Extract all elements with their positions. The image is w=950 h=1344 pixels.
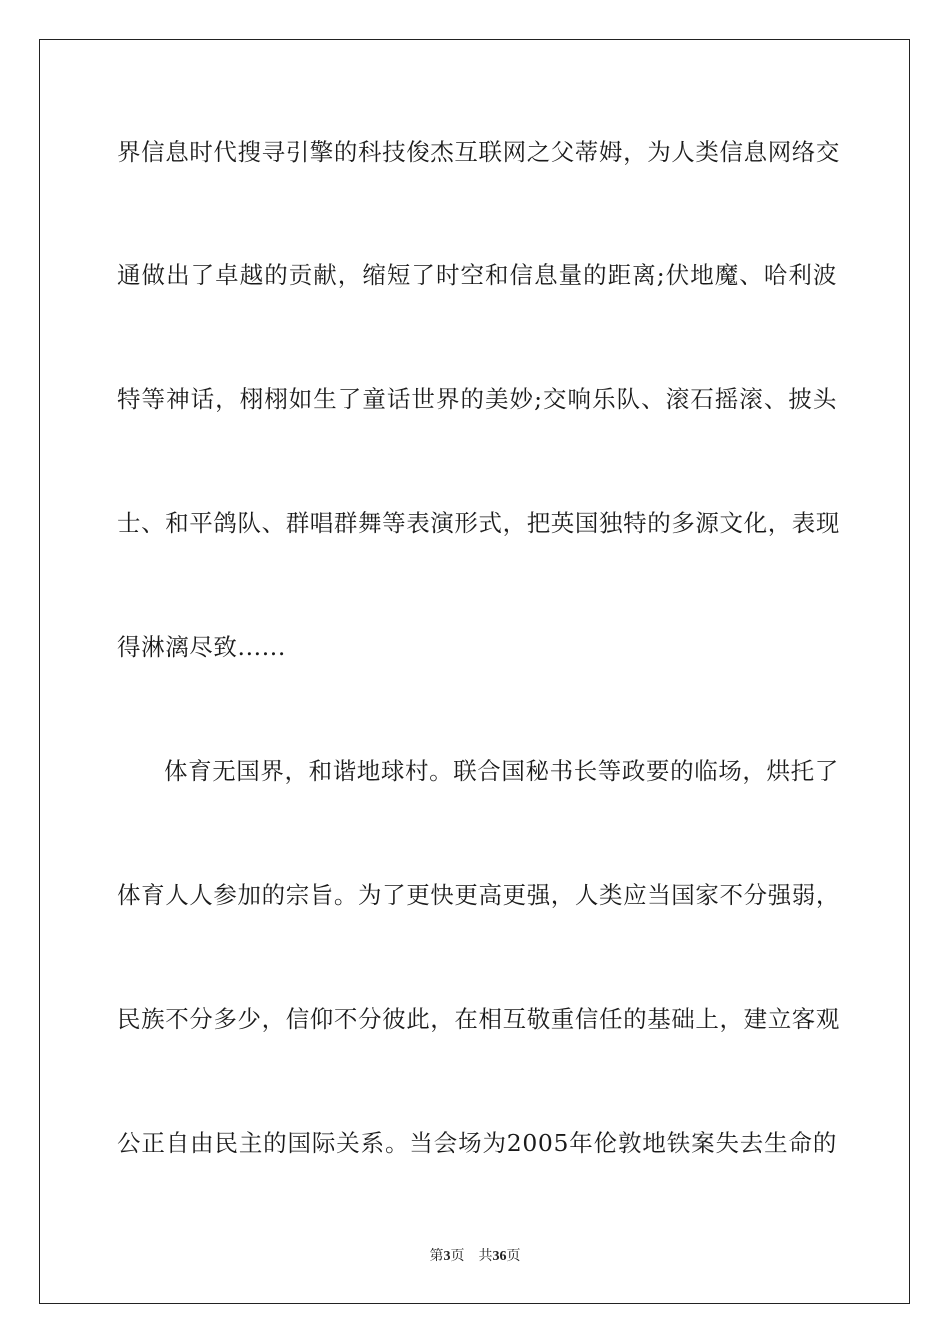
page-prefix: 第 [429,1249,444,1264]
text-line-7: 体育人人参加的宗旨。为了更快更高更强，人类应当国家不分强弱， [117,881,840,909]
text-line-4: 士、和平鸽队、群唱群舞等表演形式，把英国独特的多源文化，表现 [117,509,840,537]
total-pages: 36 [492,1249,507,1264]
text-line-2: 通做出了卓越的贡献，缩短了时空和信息量的距离;伏地魔、哈利波 [117,261,837,289]
page-suffix: 页 [450,1249,465,1264]
page-border [39,39,910,1304]
total-prefix: 共 [478,1249,493,1264]
text-line-9: 公正自由民主的国际关系。当会场为2005年伦敦地铁案失去生命的 [117,1129,837,1157]
total-suffix: 页 [506,1249,521,1264]
text-line-3: 特等神话，栩栩如生了童话世界的美妙;交响乐队、滚石摇滚、披头 [117,385,837,413]
page-number: 3 [443,1249,451,1264]
text-line-1: 界信息时代搜寻引擎的科技俊杰互联网之父蒂姆，为人类信息网络交 [117,138,840,166]
page-footer [0,1248,950,1266]
paragraph-first-line: 体育无国界，和谐地球村。联合国秘书长等政要的临场，烘托了 [164,757,839,785]
text-line-5: 得淋漓尽致...... [117,633,286,661]
text-line-8: 民族不分多少，信仰不分彼此，在相互敬重信任的基础上，建立客观 [117,1005,840,1033]
